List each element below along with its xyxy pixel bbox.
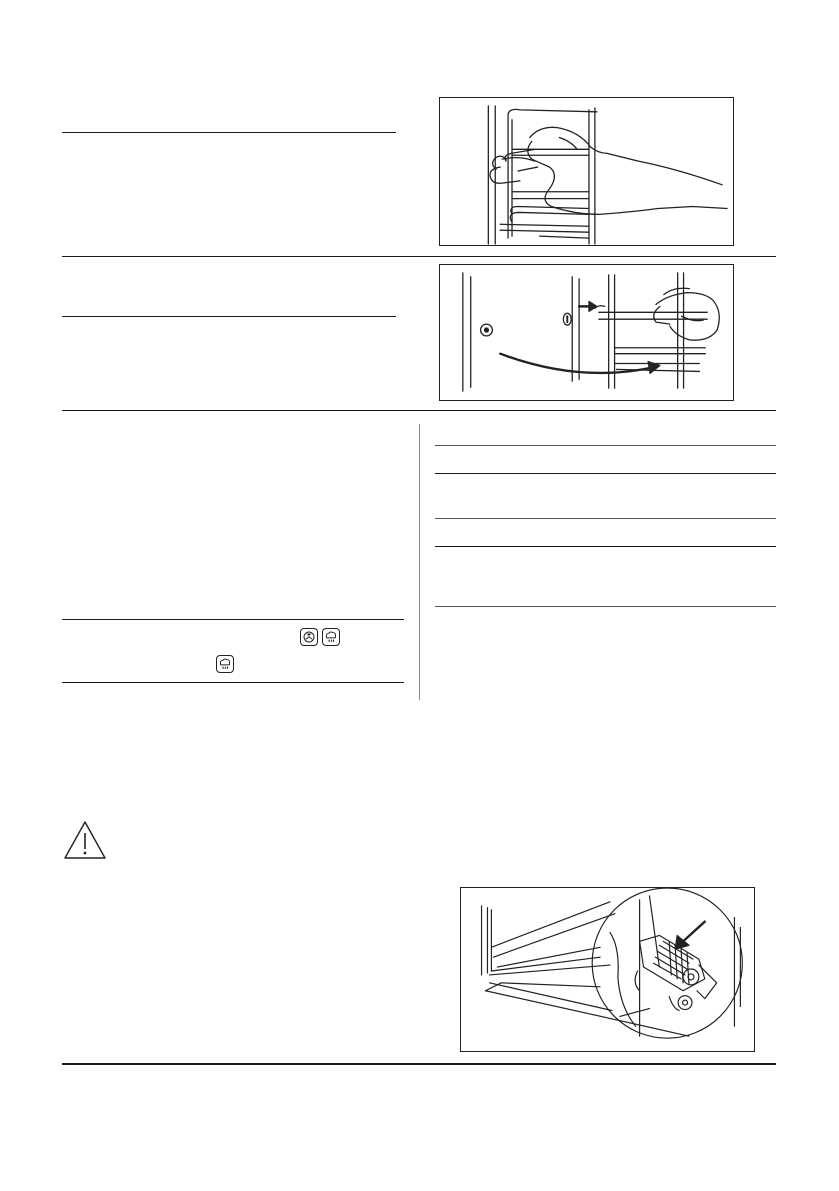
- figure-shelf-support-grip: [439, 97, 734, 246]
- fan-function-icon: [300, 628, 318, 646]
- figure-shelf-support-pull: [439, 264, 734, 401]
- right-column-rule-5: [435, 606, 776, 607]
- section-3-top-rule: [62, 410, 776, 411]
- right-column-rule-1: [435, 445, 776, 446]
- section-2-top-rule: [62, 256, 776, 257]
- page-bottom-rule: [62, 1063, 776, 1065]
- hand-removing-shelf-support-illustration: [440, 98, 733, 245]
- right-column-rule-4: [435, 546, 776, 547]
- steam-function-icon: [216, 655, 234, 673]
- left-column-rule-2: [62, 682, 404, 683]
- right-column-rule-3: [435, 518, 776, 519]
- section-2-inner-rule: [62, 316, 396, 317]
- left-column-rule-1: [62, 619, 404, 620]
- right-column-rule-2: [435, 473, 776, 474]
- figure-lamp-cover: [460, 887, 755, 1052]
- column-divider: [419, 424, 420, 700]
- oven-lamp-cover-illustration: [461, 888, 754, 1051]
- section-1-rule: [62, 132, 396, 133]
- shelf-support-pull-out-illustration: [440, 265, 733, 400]
- warning-triangle-icon: [63, 820, 107, 860]
- steam-function-icon: [322, 628, 340, 646]
